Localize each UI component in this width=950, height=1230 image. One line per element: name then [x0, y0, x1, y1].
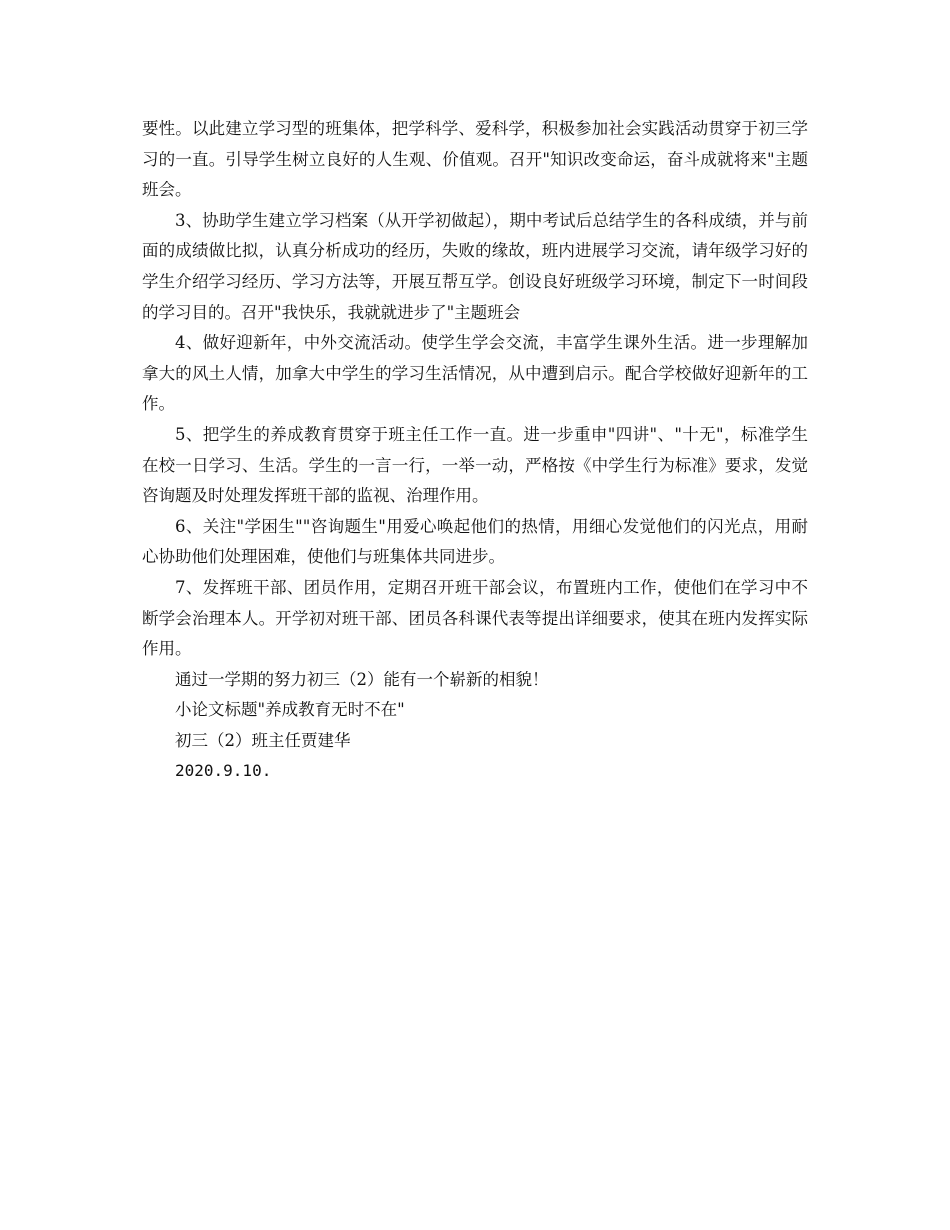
paragraph-item-6: 6、关注"学困生""咨询题生"用爱心唤起他们的热情，用细心发觉他们的闪光点，用耐心协助他们处理困难，使他们与班集体共同进步。 [142, 516, 808, 567]
signature-line: 初三（2）班主任贾建华 [175, 730, 351, 750]
closing-line: 通过一学期的努力初三（2）能有一个崭新的相貌！ [175, 669, 549, 689]
document-body [142, 114, 808, 787]
paragraph-item-3: 3、协助学生建立学习档案（从开学初做起），期中考试后总结学生的各科成绩，并与前面的成绩做比拟，认真分析成功的经历，失败的缘故，班内进展学习交流，请年级学习好的学生介绍学习经历、学习方法等，开展互帮互学。创设良好班级学习环境，制定下一时间段的学习目的。召开"我快乐，我就就进步了"主题班会 [142, 210, 808, 322]
paragraph-item-4: 4、做好迎新年，中外交流活动。使学生学会交流，丰富学生课外生活。进一步理解加拿大的风土人情，加拿大中学生的学习生活情况，从中遭到启示。配合学校做好迎新年的工作。 [142, 333, 808, 414]
essay-title-line: 小论文标题"养成教育无时不在" [175, 700, 405, 720]
date-line: 2020.9.10. [175, 761, 272, 781]
paragraph-item-7: 7、发挥班干部、团员作用，定期召开班干部会议，布置班内工作，使他们在学习中不断学会治理本人。开学初对班干部、团员各科课代表等提出详细要求，使其在班内发挥实际作用。 [142, 577, 808, 659]
paragraph-continued: 要性。以此建立学习型的班集体，把学科学、爱科学，积极参加社会实践活动贯穿于初三学习的一直。引导学生树立良好的人生观、价值观。召开"知识改变命运，奋斗成就将来"主题班会。 [142, 119, 808, 200]
paragraph-item-5: 5、把学生的养成教育贯穿于班主任工作一直。进一步重申"四讲"、"十无"，标准学生在校一日学习、生活。学生的一言一行，一举一动，严格按《中学生行为标准》要求，发觉咨询题及时处理发挥班干部的监视、治理作用。 [142, 424, 808, 506]
